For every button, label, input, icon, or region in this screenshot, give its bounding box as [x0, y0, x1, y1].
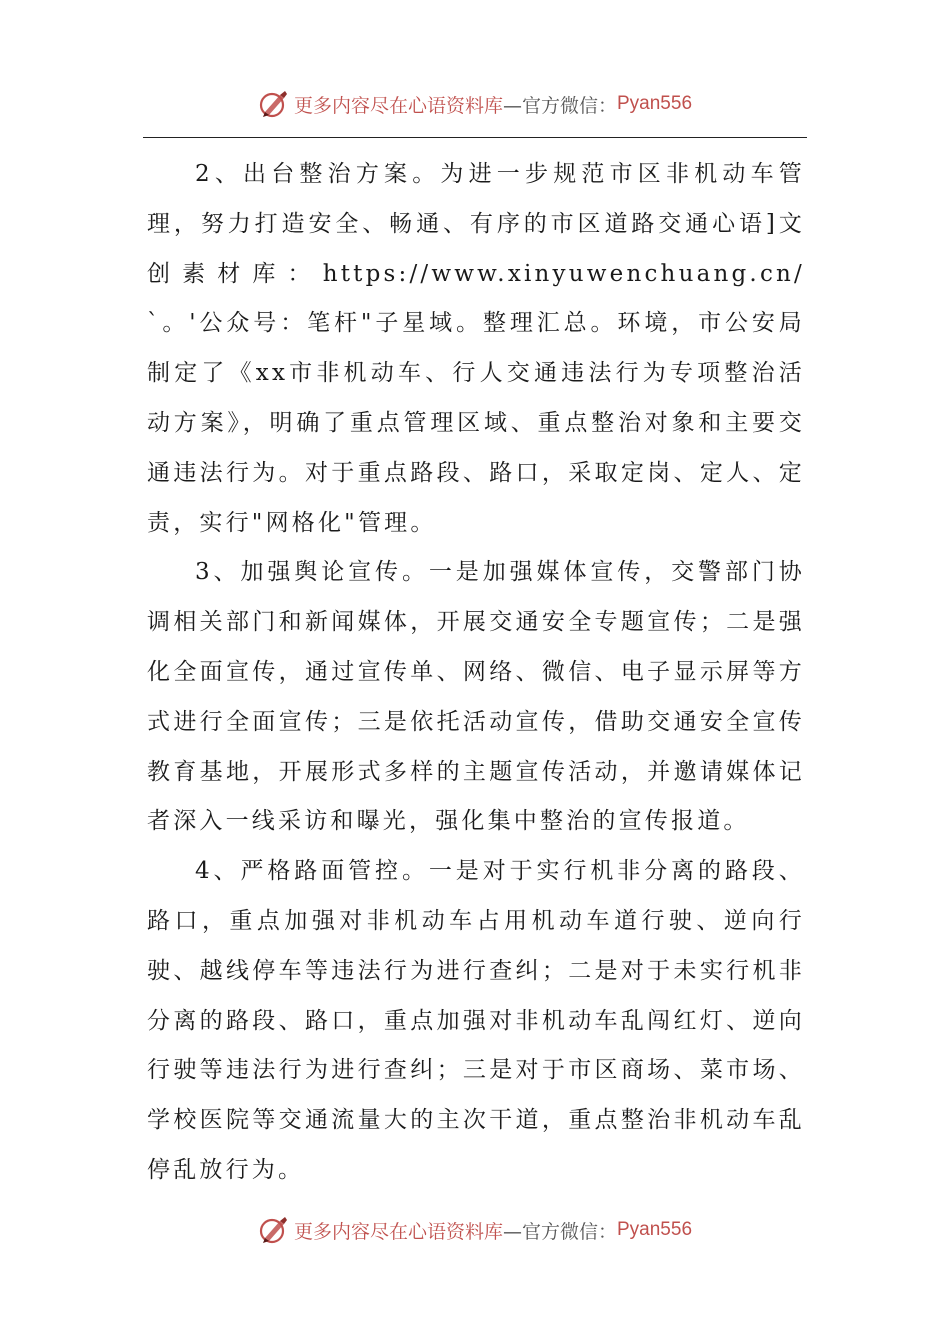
footer-brand-text: 更多内容尽在心语资料库 — [293, 1220, 503, 1243]
footer-official-text: —官方微信： — [502, 1220, 617, 1243]
paragraph-3: 3、加强舆论宣传。一是加强媒体宣传，交警部门协调相关部门和新闻媒体，开展交通安全专题宣传；二是强化全面宣传，通过宣传单、网络、微信、电子显示屏等方式进行全面宣传；三是依托活动宣传，借助交通安全宣传教育基地，开展形式多样的主题宣传活动，并邀请媒体记者深入一线采访和曝光，强化集中整治的宣传报道。 — [147, 559, 805, 835]
paragraph-4: 4、严格路面管控。一是对于实行机非分离的路段、路口，重点加强对非机动车占用机动车道行驶、逆向行驶、越线停车等违法行为进行查纠；二是对于未实行机非分离的路段、路口，重点加强对非机动车乱闯红灯、逆向行驶等违法行为进行查纠；三是对于市区商场、菜市场、学校医院等交通流量大的主次干道，重点整治非机动车乱停乱放行为。 — [147, 858, 805, 1183]
footer-wechat-id: Pyan556 — [617, 1219, 693, 1240]
footer-banner — [0, 1210, 950, 1250]
pen-logo-icon — [258, 1214, 290, 1246]
header-divider — [143, 137, 807, 138]
header-brand-text: 更多内容尽在心语资料库 — [293, 94, 503, 117]
header-banner — [0, 84, 950, 124]
document-body — [147, 150, 805, 1196]
paragraph-2: 2、出台整治方案。为进一步规范市区非机动车管理，努力打造安全、畅通、有序的市区道路交通心语]文创素材库：https://www.xinyuwenchuang.cn/`。'公众号：笔杆"子星域。整理汇总。环境，市公安局制定了《xx市非机动车、行人交通违法行为专项整治活动方案》，明确了重点管理区域、重点整治对象和主要交通违法行为。对于重点路段、路口，采取定岗、定人、定责，实行"网格化"管理。 — [147, 161, 805, 536]
header-official-text: —官方微信： — [502, 94, 617, 117]
header-wechat-id: Pyan556 — [617, 93, 693, 114]
pen-logo-icon — [258, 88, 290, 120]
